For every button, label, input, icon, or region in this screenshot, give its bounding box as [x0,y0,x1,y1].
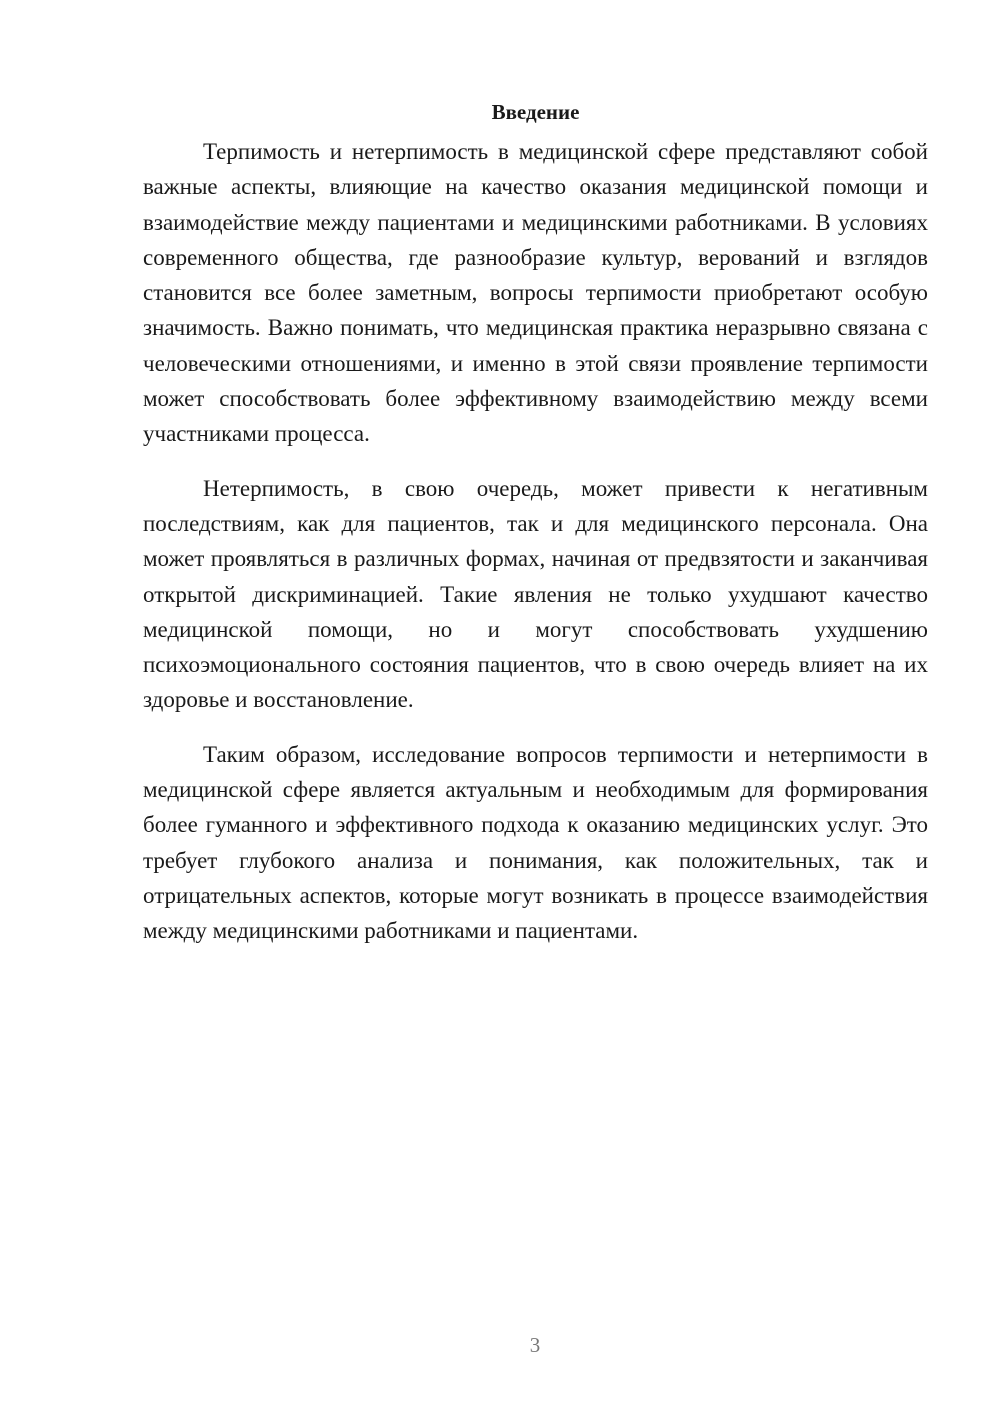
section-heading: Введение [491,100,580,124]
page-content [143,98,928,949]
paragraph-2: Нетерпимость, в свою очередь, может привести к негативным последствиям, как для пациентов, так и для медицинского персонала. Она может проявляться в различных формах, начиная от предвзятости и заканчивая открытой дискриминацией. Такие явления не только ухудшают качество медицинской помощи, но и могут способствовать ухудшению психоэмоционального состояния пациентов, что в свою очередь влияет на их здоровье и восстановление. [143,475,928,713]
page-number: 3 [529,1333,541,1357]
paragraph-1: Терпимость и нетерпимость в медицинской сфере представляют собой важные аспекты, влияющие на качество оказания медицинской помощи и взаимодействие между пациентами и медицинскими работниками. В условиях современного общества, где разнообразие культур, верований и взглядов становится все более заметным, вопросы терпимости приобретают особую значимость. Важно понимать, что медицинская практика неразрывно связана с человеческими отношениями, и именно в этой связи проявление терпимости может способствовать более эффективному взаимодействию между всеми участниками процесса. [143,139,928,447]
paragraph-3: Таким образом, исследование вопросов терпимости и нетерпимости в медицинской сфере является актуальным и необходимым для формирования более гуманного и эффективного подхода к оказанию медицинских услуг. Это требует глубокого анализа и понимания, как положительных, так и отрицательных аспектов, которые могут возникать в процессе взаимодействия между медицинскими работниками и пациентами. [143,741,928,944]
